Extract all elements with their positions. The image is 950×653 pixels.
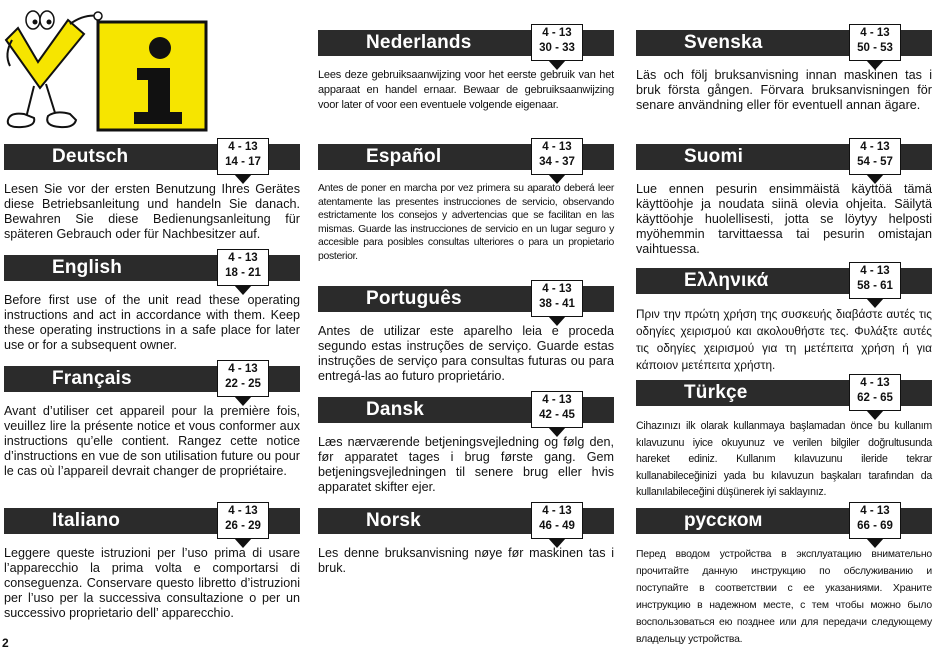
page-tab [217,360,269,397]
language-header [636,27,932,56]
page-range: 4 - 13 [228,363,258,375]
section-pages: 58 - 61 [857,280,893,292]
page-tab [217,502,269,539]
page-number: 2 [2,636,9,650]
language-header [4,505,300,534]
page-range: 4 - 13 [860,141,890,153]
page-range: 4 - 13 [228,505,258,517]
section-text: Перед вводом устройства в эксплуатацию внимательно прочитайте данную инструкцию по обслуживанию и поступайте в соответствии с ее указаниями. Храните инструкцию в надежном месте, с тем чтобы можно было воспользоваться ею позднее или для передачи следующему владельцу устройства. [636,549,932,645]
section-pages: 46 - 49 [539,520,575,532]
language-header [318,27,614,56]
section-text: Les denne bruksanvisning nøye før maskinen tas i bruk. [318,546,614,575]
language-title: Italiano [52,510,121,531]
language-title: Ελληνικά [684,270,769,291]
page-tab [531,502,583,539]
language-title: Dansk [366,399,425,420]
section-text: Læs nærværende betjeningsvejledning og følg den, før apparatet tages i brug første gang. Gem betjeningsvejledningen til senere brug eller hvis apparatet skifter ejer. [318,435,614,494]
language-header [318,505,614,534]
language-header [4,363,300,392]
section-russkom [636,505,932,648]
page-tab [849,138,901,175]
section-pages: 30 - 33 [539,42,575,54]
section-suomi [636,141,932,257]
column-middle [318,0,614,653]
language-title: Türkçe [684,382,748,403]
page-tab [849,262,901,299]
page-range: 4 - 13 [542,505,572,517]
page-range: 4 - 13 [860,377,890,389]
page-range: 4 - 13 [542,141,572,153]
page-tab [531,391,583,428]
language-title: Español [366,146,442,167]
section-deutsch [4,141,300,242]
page-range: 4 - 13 [860,265,890,277]
section-text: Antes de poner en marcha por vez primera su aparato deberá leer atentamente las presentes instrucciones de servicio, observando estrictamente los consejos y advertencias que se facilitan en las mismas. Guarde las instrucciones de servicio en un lugar seguro y accesible para posibles consultas ulteriores o para un propietario posterior. [318,183,614,262]
language-header [636,265,932,294]
language-title: Português [366,288,462,309]
language-title: Norsk [366,510,421,531]
section-text: Antes de utilizar este aparelho leia e proceda segundo estas instruções de serviço. Guarde estas instruções de serviço para consultas futuras ou para entregá-las ao futuro proprietário. [318,324,614,383]
section-espanol [318,141,614,263]
language-header [636,141,932,170]
language-title: русском [684,510,763,531]
section-turkce [636,377,932,501]
section-text: Lue ennen pesurin ensimmäistä käyttöä tämä käyttöohje ja noudata siinä olevia ohjeita. Säilytä käyttöohje huolellisesti, jotta se löytyy helposti myöhemmin tarvittaessa tai pesurin omistajan vaihtuessa. [636,182,932,256]
section-nederlands [318,27,614,113]
language-header [4,252,300,281]
page-tab [531,280,583,317]
section-pages: 38 - 41 [539,298,575,310]
section-francais [4,363,300,479]
section-pages: 22 - 25 [225,378,261,390]
section-text: Cihazınızı ilk olarak kullanmaya başlamadan önce bu kullanım kılavuzunu iyice okuyunuz ve verilen bilgiler doğrultusunda hareket ediniz. Kullanım kılavuzunu ileride tekrar kullanabileceğinizi yada bu kılavuzun başkaları tarafından da kullanılabileceğini düşünerek iyi saklayınız. [636,420,932,498]
section-text: Avant d’utiliser cet appareil pour la première fois, veuillez lire la présente notice et vous conformer aux instructions qu’elle contient. Rangez cette notice d’instructions en vue de son utilisation future ou pour le cas où l’appareil devrait changer de propriétaire. [4,404,300,478]
language-title: Nederlands [366,32,472,53]
page-range: 4 - 13 [228,141,258,153]
section-pages: 62 - 65 [857,392,893,404]
page-range: 4 - 13 [542,394,572,406]
language-title: English [52,257,123,278]
section-pages: 34 - 37 [539,156,575,168]
section-ellinika [636,265,932,374]
section-norsk [318,505,614,576]
language-title: Suomi [684,146,744,167]
section-text: Before first use of the unit read these operating instructions and act in accordance with them. Keep these operating instructions in a safe place for later use or for a subsequent owner. [4,293,300,352]
language-header [636,377,932,406]
page-tab [849,24,901,61]
page-tab [849,374,901,411]
section-pages: 54 - 57 [857,156,893,168]
section-text: Läs och följ bruksanvisning innan maskinen tas i bruk första gången. Förvara bruksanvisningen för senare användning eller för eventuell annan ägare. [636,68,932,112]
language-header [318,141,614,170]
section-pages: 66 - 69 [857,520,893,532]
section-text: Lesen Sie vor der ersten Benutzung Ihres Gerätes diese Betriebsanleitung und handeln Sie danach. Bewahren Sie diese Bedienungsanleitung für späteren Gebrauch oder für Nachbesitzer auf. [4,182,300,241]
language-title: Svenska [684,32,763,53]
page-range: 4 - 13 [228,252,258,264]
page-tab [531,24,583,61]
page-range: 4 - 13 [542,283,572,295]
section-pages: 14 - 17 [225,156,261,168]
section-pages: 42 - 45 [539,409,575,421]
language-header [318,394,614,423]
section-pages: 50 - 53 [857,42,893,54]
section-italiano [4,505,300,621]
language-header [636,505,932,534]
section-text: Lees deze gebruiksaanwijzing voor het eerste gebruik van het apparaat en handel ernaar. Bewaar de gebruiksaanwijzing voor later of voor een eventuele volgende eigenaar. [318,69,614,111]
language-title: Français [52,368,132,389]
section-pages: 26 - 29 [225,520,261,532]
section-english [4,252,300,353]
language-header [4,141,300,170]
language-title: Deutsch [52,146,129,167]
page-tab [217,138,269,175]
page-range: 4 - 13 [860,27,890,39]
column-right [636,0,932,653]
page-tab [217,249,269,286]
page-range: 4 - 13 [860,505,890,517]
section-text: Πριν την πρώτη χρήση της συσκευής διαβάστε αυτές τις οδηγίες χειρισμού και ακολουθήστε τες. Φυλάξτε αυτές τις οδηγίες χειρισμού για τη μετέπειτα χρήση ή για κάποιον μετέπειτα χρήστη. [636,307,932,372]
page-tab [531,138,583,175]
section-portugues [318,283,614,384]
section-svenska [636,27,932,113]
column-left [4,0,300,653]
page-tab [849,502,901,539]
section-pages: 18 - 21 [225,267,261,279]
page-range: 4 - 13 [542,27,572,39]
language-header [318,283,614,312]
section-text: Leggere queste istruzioni per l’uso prima di usare l’apparecchio la prima volta e comportarsi di conseguenza. Conservare questo libretto d’istruzioni per l’uso per la successiva consultazione o per un successivo proprietario dell’ apparecchio. [4,546,300,620]
section-dansk [318,394,614,495]
